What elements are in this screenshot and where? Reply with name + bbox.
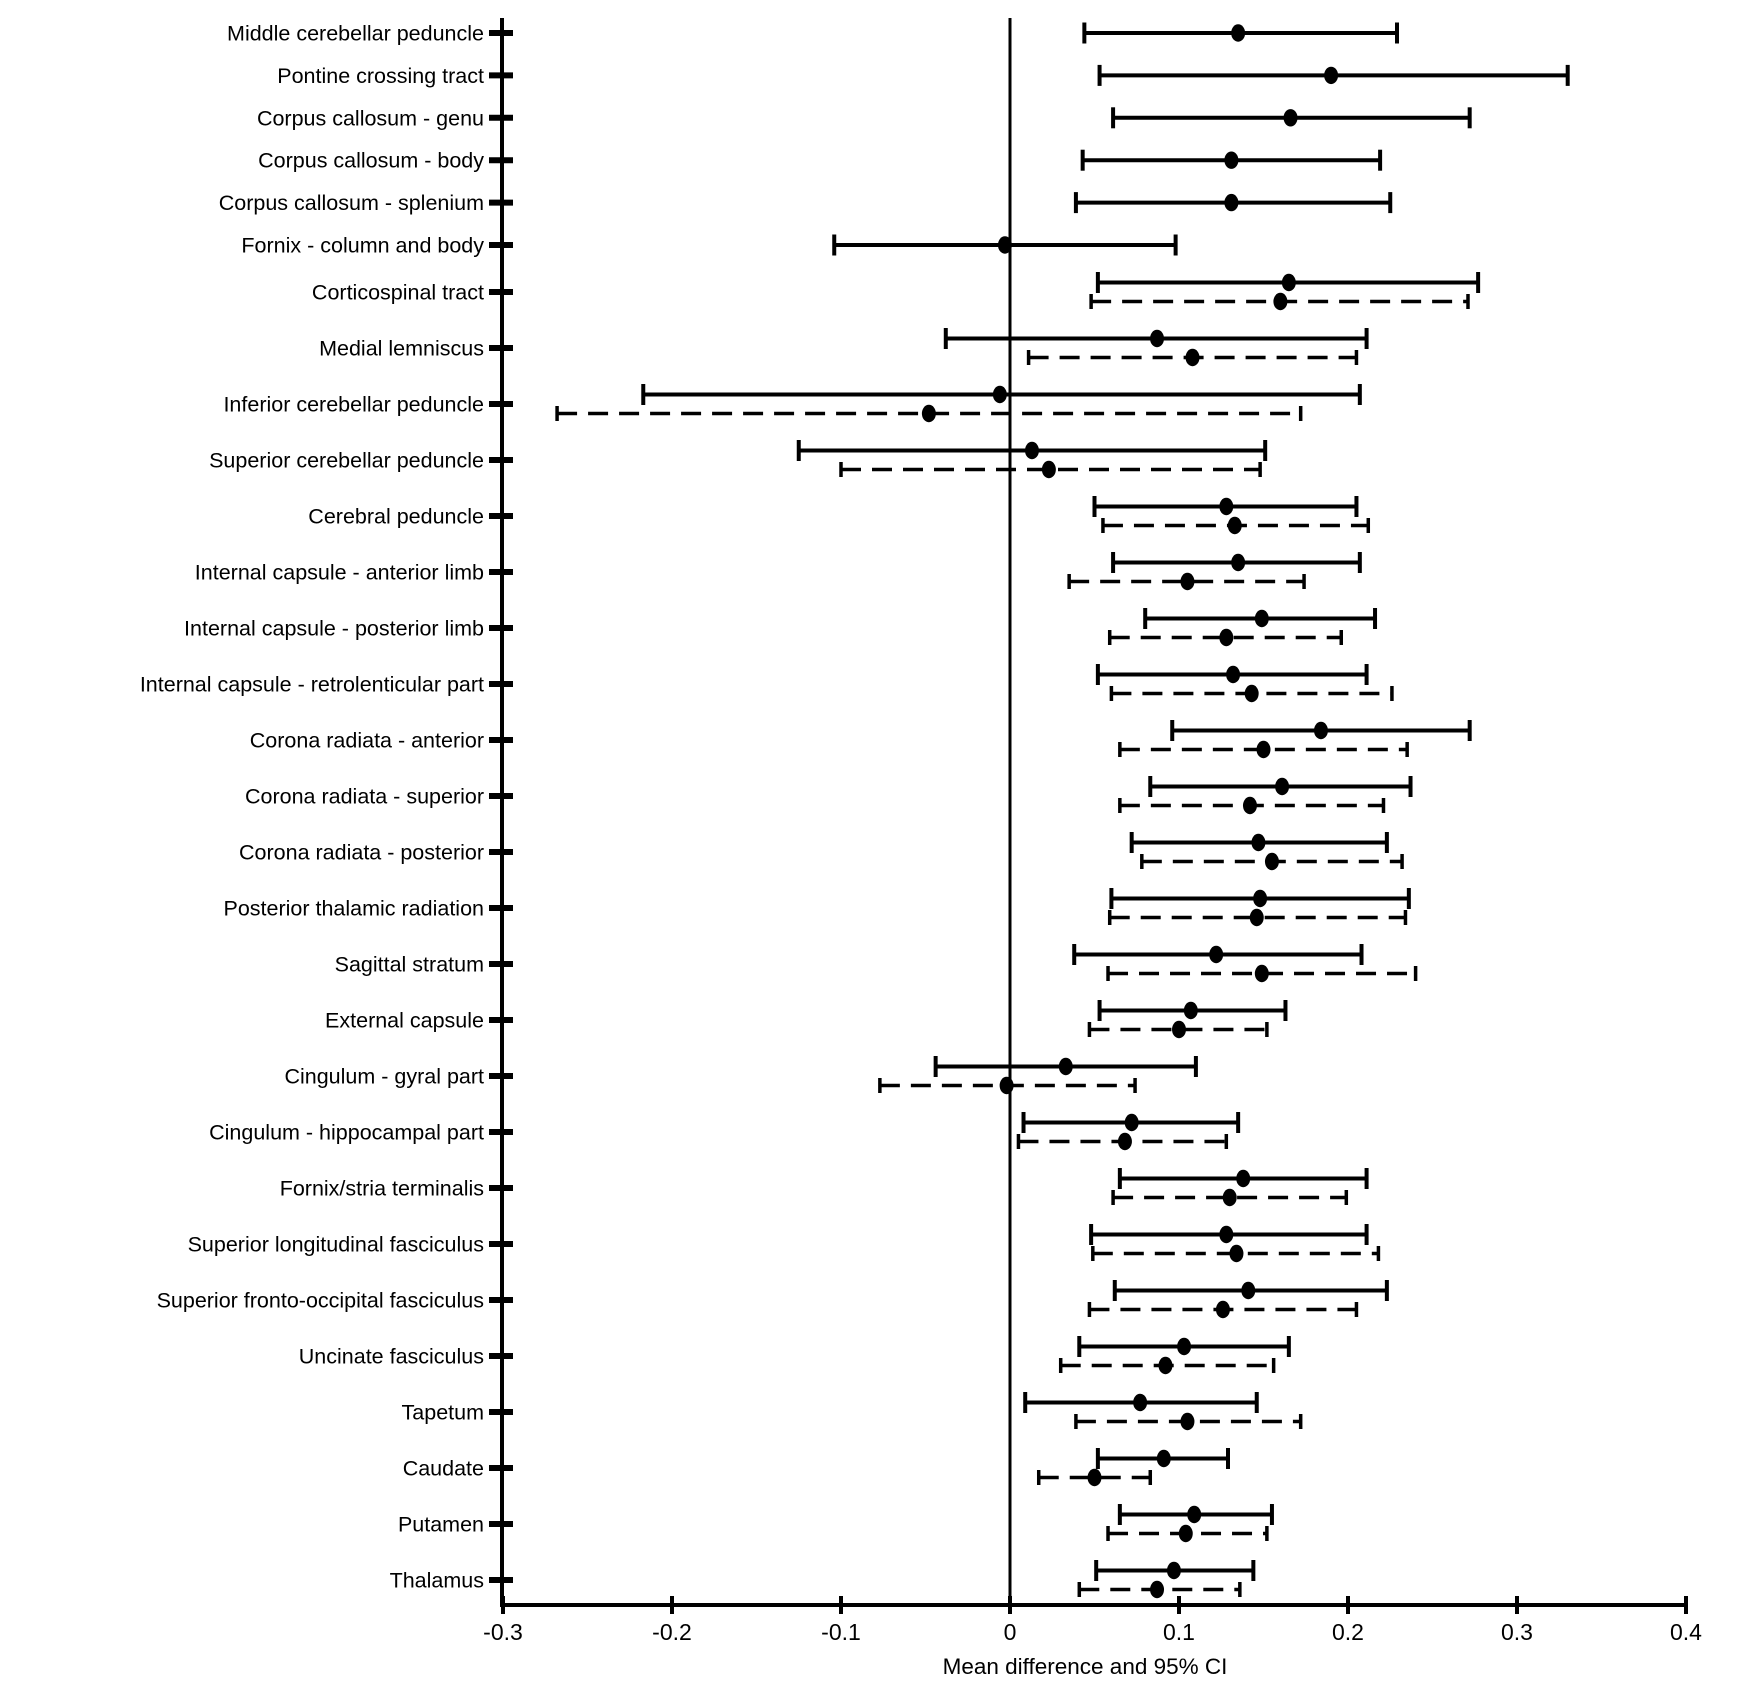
row-label: Uncinate fasciculus: [298, 1344, 484, 1369]
solid-point-marker: [1282, 274, 1296, 291]
solid-point-marker: [1187, 1506, 1201, 1523]
dashed-point-marker: [1228, 517, 1242, 534]
x-axis-title: Mean difference and 95% CI: [942, 1654, 1228, 1679]
row-label: Corpus callosum - splenium: [218, 191, 484, 216]
solid-point-marker: [1231, 554, 1245, 571]
x-tick-label: -0.3: [483, 1619, 523, 1645]
dashed-point-marker: [1180, 1413, 1194, 1430]
row-label: Fornix/stria terminalis: [279, 1176, 484, 1201]
dashed-point-marker: [1000, 1077, 1014, 1094]
row-label: Inferior cerebellar peduncle: [223, 392, 484, 417]
row-label: Middle cerebellar peduncle: [227, 21, 484, 46]
row-label: Cingulum - hippocampal part: [209, 1120, 484, 1145]
row-label: Tapetum: [401, 1400, 484, 1425]
solid-point-marker: [1025, 442, 1039, 459]
x-tick-label: 0.1: [1163, 1619, 1195, 1645]
row-label: Medial lemniscus: [319, 336, 484, 361]
row-label: Corona radiata - anterior: [249, 728, 484, 753]
row-label: Pontine crossing tract: [277, 63, 484, 88]
dashed-point-marker: [1265, 853, 1279, 870]
dashed-point-marker: [1179, 1525, 1193, 1542]
row-label: Fornix - column and body: [241, 233, 484, 258]
row-label: Thalamus: [389, 1568, 484, 1593]
x-tick-label: 0.3: [1501, 1619, 1533, 1645]
dashed-point-marker: [1245, 685, 1259, 702]
solid-point-marker: [1241, 1282, 1255, 1299]
dashed-point-marker: [1180, 573, 1194, 590]
solid-point-marker: [1219, 1226, 1233, 1243]
solid-point-marker: [1219, 498, 1233, 515]
row-label: Cingulum - gyral part: [284, 1064, 484, 1089]
row-label: Internal capsule - anterior limb: [194, 560, 484, 585]
solid-point-marker: [1059, 1058, 1073, 1075]
solid-point-marker: [1150, 330, 1164, 347]
solid-point-marker: [1224, 152, 1238, 169]
solid-point-marker: [1224, 194, 1238, 211]
dashed-point-marker: [922, 405, 936, 422]
dashed-point-marker: [1172, 1021, 1186, 1038]
solid-point-marker: [1125, 1114, 1139, 1131]
dashed-point-marker: [1118, 1133, 1132, 1150]
dashed-point-marker: [1223, 1189, 1237, 1206]
solid-point-marker: [1177, 1338, 1191, 1355]
row-label: Internal capsule - posterior limb: [184, 616, 484, 641]
row-label: Corona radiata - posterior: [239, 840, 484, 865]
solid-point-marker: [1133, 1394, 1147, 1411]
dashed-point-marker: [1250, 909, 1264, 926]
solid-point-marker: [1284, 109, 1298, 126]
row-label: Superior cerebellar peduncle: [209, 448, 484, 473]
row-label: Internal capsule - retrolenticular part: [139, 672, 484, 697]
dashed-point-marker: [1257, 741, 1271, 758]
solid-point-marker: [1251, 834, 1265, 851]
row-label: Superior longitudinal fasciculus: [187, 1232, 484, 1257]
dashed-point-marker: [1229, 1245, 1243, 1262]
solid-point-marker: [1255, 610, 1269, 627]
row-label: Superior fronto-occipital fasciculus: [156, 1288, 484, 1313]
dashed-point-marker: [1255, 965, 1269, 982]
dashed-point-marker: [1042, 461, 1056, 478]
dashed-point-marker: [1243, 797, 1257, 814]
row-label: Corona radiata - superior: [244, 784, 484, 809]
dashed-point-marker: [1273, 293, 1287, 310]
x-tick-label: -0.2: [652, 1619, 692, 1645]
row-label: External capsule: [325, 1008, 484, 1033]
row-label: Corpus callosum - genu: [256, 106, 484, 131]
dashed-point-marker: [1219, 629, 1233, 646]
solid-point-marker: [1236, 1170, 1250, 1187]
row-label: Caudate: [402, 1456, 484, 1481]
solid-point-marker: [1275, 778, 1289, 795]
dashed-point-marker: [1150, 1581, 1164, 1598]
row-label: Putamen: [397, 1512, 484, 1537]
x-tick-label: 0.4: [1670, 1619, 1702, 1645]
solid-point-marker: [1324, 67, 1338, 84]
row-label: Corticospinal tract: [311, 280, 484, 305]
row-label: Cerebral peduncle: [308, 504, 484, 529]
dashed-point-marker: [1088, 1469, 1102, 1486]
solid-point-marker: [1226, 666, 1240, 683]
solid-point-marker: [1231, 24, 1245, 41]
solid-point-marker: [1157, 1450, 1171, 1467]
dashed-point-marker: [1186, 349, 1200, 366]
x-tick-label: 0: [1003, 1619, 1017, 1645]
solid-point-marker: [993, 386, 1007, 403]
row-label: Posterior thalamic radiation: [223, 896, 484, 921]
row-label: Corpus callosum - body: [258, 148, 484, 173]
dashed-point-marker: [1216, 1301, 1230, 1318]
solid-point-marker: [998, 236, 1012, 253]
solid-point-marker: [1184, 1002, 1198, 1019]
solid-point-marker: [1209, 946, 1223, 963]
x-tick-label: 0.2: [1332, 1619, 1364, 1645]
x-tick-label: -0.1: [821, 1619, 861, 1645]
solid-point-marker: [1253, 890, 1267, 907]
solid-point-marker: [1314, 722, 1328, 739]
row-label: Sagittal stratum: [334, 952, 484, 977]
solid-point-marker: [1167, 1562, 1181, 1579]
dashed-point-marker: [1158, 1357, 1172, 1374]
